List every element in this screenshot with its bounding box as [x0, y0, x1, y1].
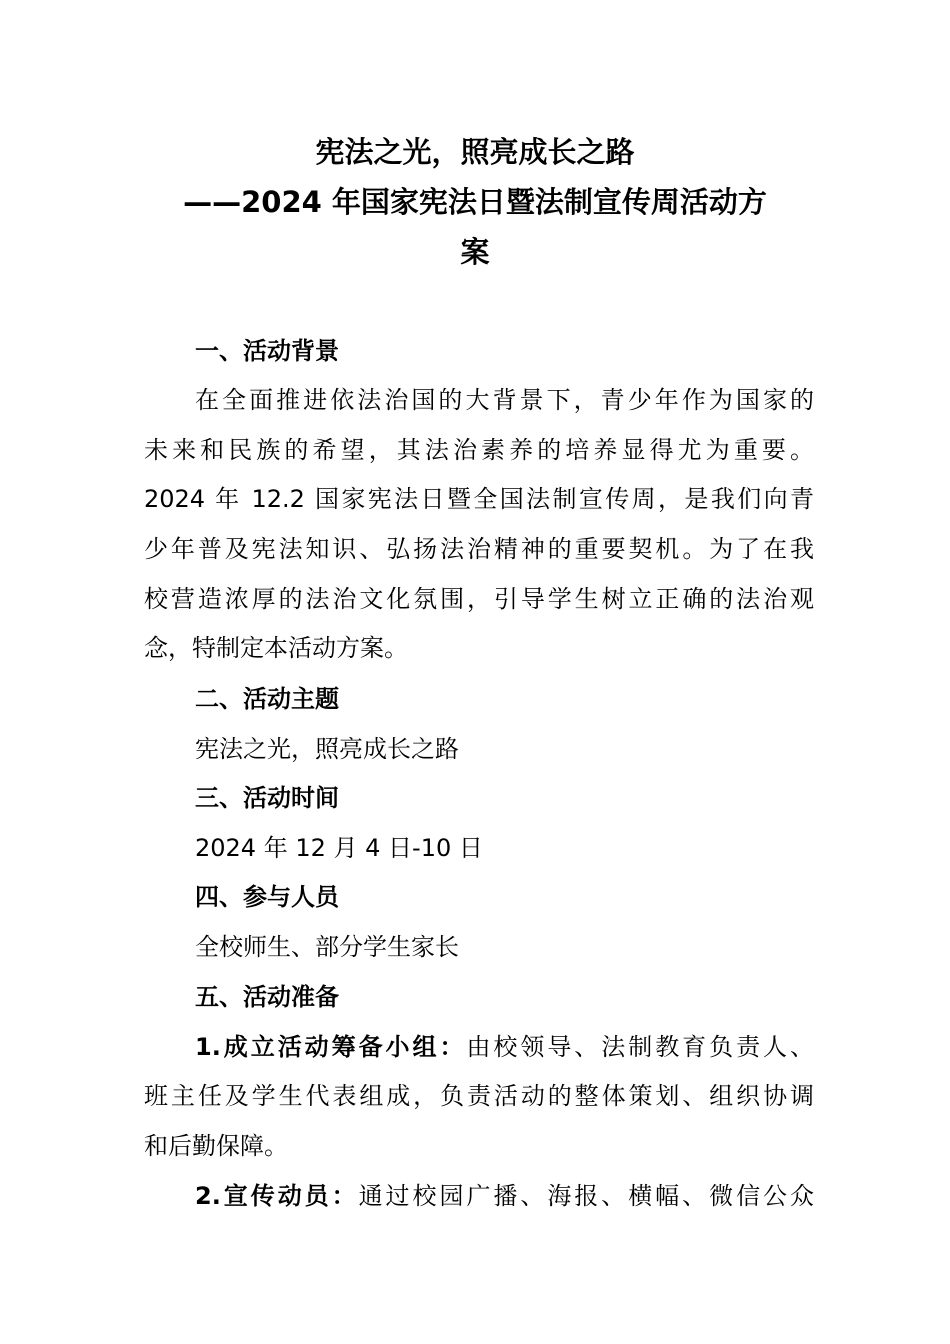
paragraph-line: 少年普及宪法知识、弘扬法治精神的重要契机。为了在我: [144, 535, 814, 563]
list-item-1-label: 1.成立活动筹备小组：: [195, 1033, 467, 1061]
list-item-1-first-line: [195, 1029, 814, 1065]
paragraph-line: 和后勤保障。: [144, 1132, 288, 1160]
section-heading-participants: 四、参与人员: [195, 883, 339, 911]
list-item-2-label: 2.宣传动员：: [195, 1182, 359, 1210]
section-heading-background: 一、活动背景: [195, 337, 339, 365]
section-heading-time: 三、活动时间: [195, 784, 339, 812]
time-text: 2024 年 12 月 4 日-10 日: [195, 834, 483, 862]
paragraph-line: 2024 年 12.2 国家宪法日暨全国法制宣传周，是我们向青: [144, 485, 814, 513]
paragraph-line: 班主任及学生代表组成，负责活动的整体策划、组织协调: [144, 1082, 814, 1110]
document-title-line-1: 宪法之光，照亮成长之路: [315, 135, 635, 169]
paragraph-line: 未来和民族的希望，其法治素养的培养显得尤为重要。: [144, 436, 814, 464]
theme-text: 宪法之光，照亮成长之路: [195, 735, 459, 763]
paragraph-line: 在全面推进依法治国的大背景下，青少年作为国家的: [195, 386, 814, 414]
participants-text: 全校师生、部分学生家长: [195, 933, 459, 961]
paragraph-line: 校营造浓厚的法治文化氛围，引导学生树立正确的法治观: [144, 585, 814, 613]
list-item-2-text: 通过校园广播、海报、横幅、微信公众: [358, 1182, 814, 1210]
list-item-1-text: 由校领导、法制教育负责人、: [466, 1033, 815, 1061]
document-title-line-3: 案: [460, 235, 490, 269]
document-title-line-2: ——2024 年国家宪法日暨法制宣传周活动方: [183, 185, 767, 219]
paragraph-line: 念，特制定本活动方案。: [144, 634, 408, 662]
section-heading-preparation: 五、活动准备: [195, 983, 339, 1011]
list-item-2-first-line: [195, 1178, 814, 1214]
section-heading-theme: 二、活动主题: [195, 685, 339, 713]
